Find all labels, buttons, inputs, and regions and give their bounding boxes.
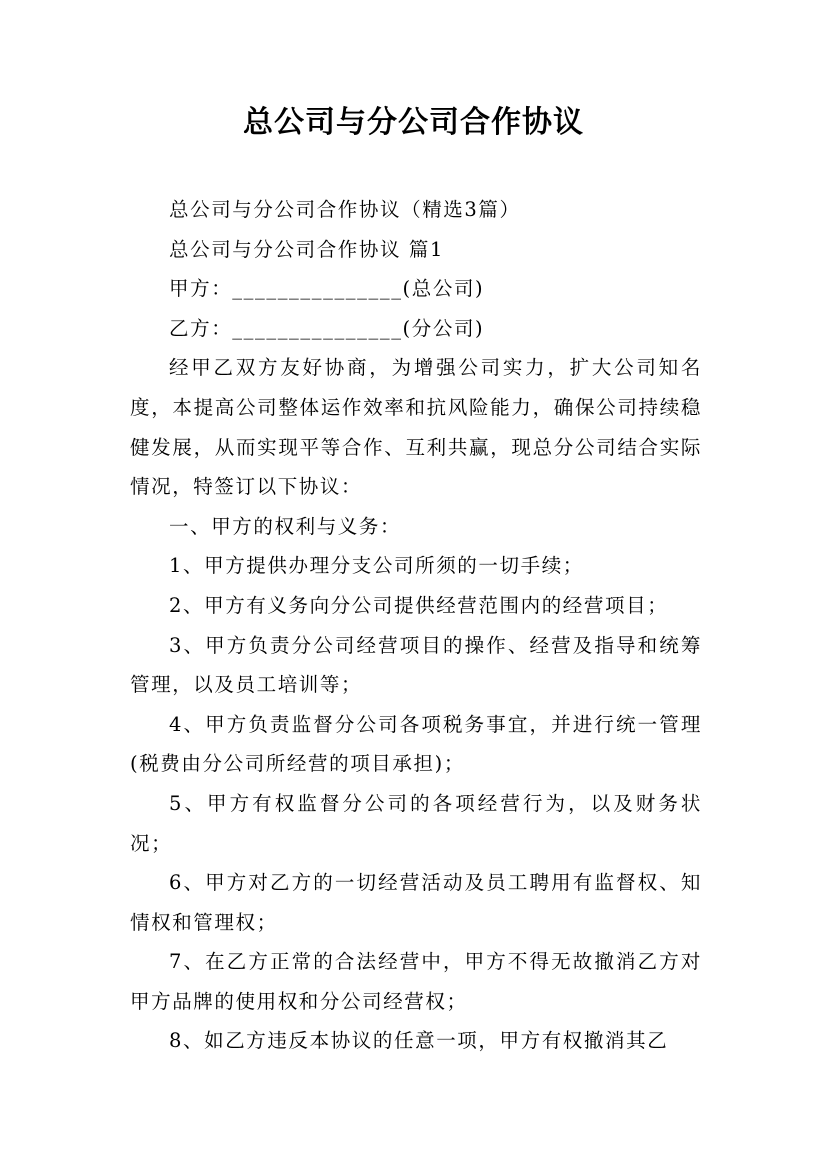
paragraph-clause-7: 7、在乙方正常的合法经营中，甲方不得无故撤消乙方对甲方品牌的使用权和分公司经营权；	[130, 950, 702, 1013]
paragraph-clause-heading: 一、甲方的权利与义务：	[169, 514, 402, 538]
paragraph-party-a: 甲方：_______________(总公司)	[169, 277, 485, 301]
paragraph-clause-4: 4、甲方负责监督分公司各项税务事宜，并进行统一管理(税费由分公司所经营的项目承担)；	[130, 712, 702, 776]
paragraph-section-heading: 总公司与分公司合作协议 篇1	[169, 237, 445, 261]
paragraph-clause-2: 2、甲方有义务向分公司提供经营范围内的经营项目；	[169, 593, 669, 617]
paragraph-clause-1: 1、甲方提供办理分支公司所须的一切手续；	[169, 554, 584, 578]
paragraph-subtitle: 总公司与分公司合作协议（精选3篇）	[169, 198, 521, 221]
paragraph-clause-6: 6、甲方对乙方的一切经营活动及员工聘用有监督权、知情权和管理权；	[130, 871, 702, 934]
paragraph-party-b: 乙方：_______________(分公司)	[169, 316, 485, 340]
paragraph-preamble: 经甲乙双方友好协商，为增强公司实力，扩大公司知名度，本提高公司整体运作效率和抗风险能力，确保公司持续稳健发展，从而实现平等合作、互利共赢，现总分公司结合实际情况，特签订以下协议：	[130, 356, 702, 499]
paragraph-clause-3: 3、甲方负责分公司经营项目的操作、经营及指导和统筹管理，以及员工培训等；	[130, 633, 702, 697]
paragraph-clause-5: 5、甲方有权监督分公司的各项经营行为，以及财务状况；	[130, 791, 702, 855]
document-body	[130, 190, 702, 1061]
paragraph-clause-8: 8、如乙方违反本协议的任意一项，甲方有权撤消其乙	[169, 1029, 669, 1053]
document-title: 总公司与分公司合作协议	[243, 105, 584, 140]
